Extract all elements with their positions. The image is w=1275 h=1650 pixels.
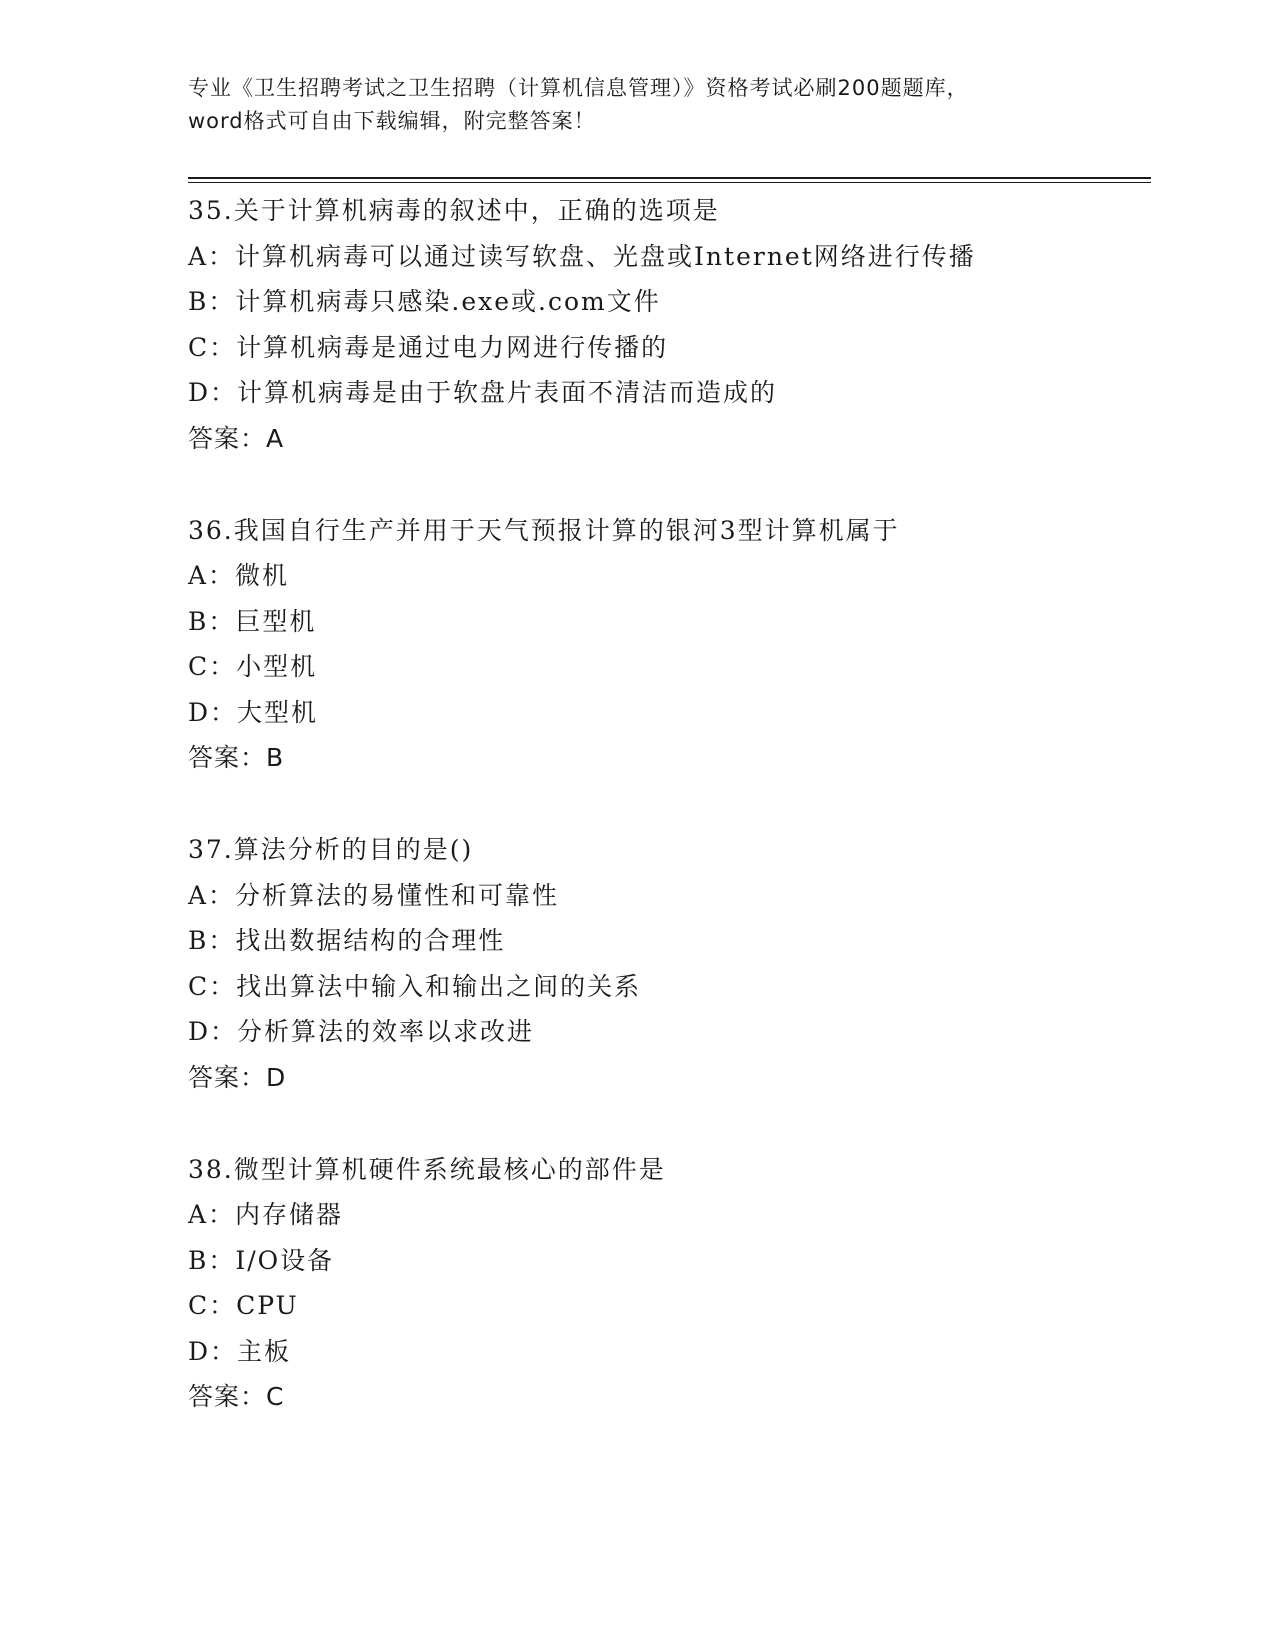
- answer: 答案：C: [188, 1382, 285, 1411]
- question-stem: 36.我国自行生产并用于天气预报计算的银河3型计算机属于: [188, 515, 900, 545]
- header-title-line-2: word格式可自由下载编辑，附完整答案！: [188, 109, 596, 133]
- question-list: [188, 188, 1148, 1466]
- document-header: [188, 72, 1088, 138]
- option-a: A：分析算法的易懂性和可靠性: [188, 880, 560, 910]
- question-35: [188, 188, 1148, 462]
- option-b: B：找出数据结构的合理性: [188, 926, 506, 955]
- option-a: A：微机: [188, 561, 290, 590]
- option-c: C：CPU: [188, 1291, 299, 1320]
- option-c: C：找出算法中输入和输出之间的关系: [188, 971, 642, 1001]
- header-divider-thick: [188, 177, 1151, 179]
- question-36: [188, 508, 1148, 782]
- option-a: A：内存储器: [188, 1200, 344, 1229]
- question-38: [188, 1147, 1148, 1421]
- option-b: B：I/O设备: [188, 1245, 335, 1275]
- header-title-line-1: 专业《卫生招聘考试之卫生招聘（计算机信息管理）》资格考试必刷200题题库，: [188, 76, 969, 100]
- option-d: D：计算机病毒是由于软盘片表面不清洁而造成的: [188, 378, 778, 407]
- question-37: [188, 827, 1148, 1101]
- question-stem: 37.算法分析的目的是(): [188, 835, 474, 864]
- header-divider-thin: [188, 182, 1151, 183]
- option-b: B：计算机病毒只感染.exe或.com文件: [188, 287, 661, 316]
- question-stem: 38.微型计算机硬件系统最核心的部件是: [188, 1154, 666, 1184]
- answer: 答案：A: [188, 423, 285, 453]
- option-c: C：计算机病毒是通过电力网进行传播的: [188, 332, 669, 362]
- option-d: D：分析算法的效率以求改进: [188, 1017, 535, 1046]
- answer: 答案：B: [188, 743, 285, 772]
- option-b: B：巨型机: [188, 606, 317, 636]
- question-stem: 35.关于计算机病毒的叙述中，正确的选项是: [188, 196, 720, 225]
- option-d: D：大型机: [188, 697, 319, 727]
- option-c: C：小型机: [188, 652, 318, 681]
- option-d: D：主板: [188, 1336, 292, 1366]
- option-a: A：计算机病毒可以通过读写软盘、光盘或Internet网络进行传播: [188, 241, 976, 271]
- answer: 答案：D: [188, 1062, 287, 1092]
